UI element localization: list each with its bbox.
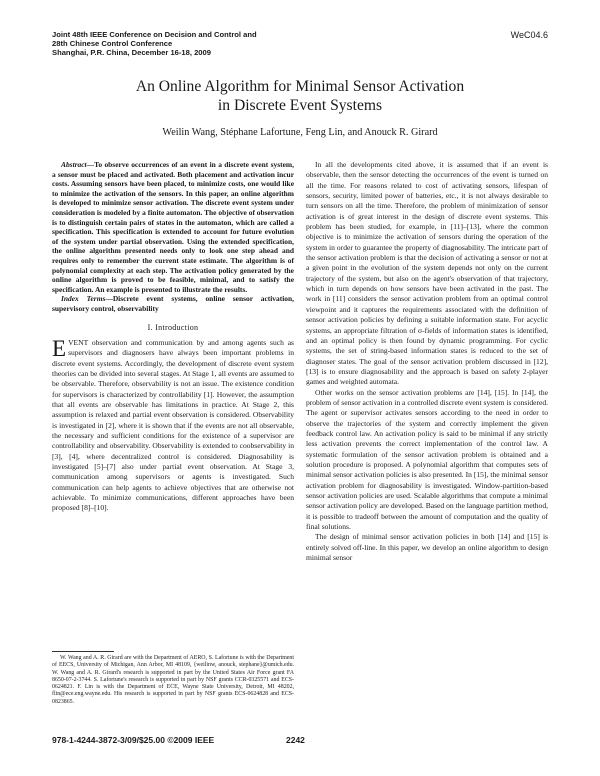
isbn-line: 978-1-4244-3872-3/09/$25.00 ©2009 IEEE: [52, 735, 215, 745]
footnote-rule: [52, 651, 114, 652]
abstract-label: Abstract: [61, 160, 87, 169]
footnote-text: W. Wang and A. R. Girard are with the Department of AERO, S. Lafortune is with the Department of EECS, University of Michigan, Ann Arbor, MI 48109, {weilinw, anouck, stephane}@umich.edu. W. Wang and A. R. Girard's research is supported in part by the United States Air Force grant FA 8650-07-2-3744. S. Lafortune's research is supported in part by NSF grants CCR-0325571 and ECS-0624821. F. Lin is with the Department of ECE, Wayne State University, Detroit, MI 48202, flin@ece.eng.wayne.edu. His research is supported in part by NSF grants ECS-0624828 and ECS-0823865.: [52, 655, 294, 705]
right-paragraph-2: Other works on the sensor activation problems are [14], [15]. In [14], the problem of sensor activation in a controlled discrete event system is considered. The agent or supervisor activates sensors according to the need in order to observe the trajectories of the system and correctly implement the given feedback control law. An activation policy is said to be minimal if any strictly less activation prevents the correct implementation of the control law. A systematic formulation of the sensor activation problem is obtained and a solution procedure is proposed. A polynomial algorithm that computes sets of minimal sensor activation policies is also presented. In [15], the minimal sensor activation problem for diagnosability is investigated. Window-partition-based sensor activation policies are used. Scalable algorithms that compute a minimal sensor activation policy are developed. Based on the language partition method, it is possible to tradeoff between the amount of computation and the quality of final solutions.: [306, 387, 548, 532]
intro-paragraph: [52, 335, 294, 514]
right-paragraph-1: In all the developments cited above, it is assumed that if an event is observable, then the sensor detecting the occurrences of the event is turned on all the time. For reasons related to cost of activating sensors, lifespan of sensors, security, limited power of batteries, etc., it is not always desirable to turn sensors on all the time. Therefore, the problem of minimization of sensor activation is of great interest in the design of discrete event systems. This problem has been studied, for example, in [11]–[13], where the common objective is to minimize the activation of sensors during the operation of the system in order to guarantee the property of diagnosability. The intricate part of the sensor activation problem is that the decision of activating a sensor or not at a given point in the evolution of the system depends not only on the current trajectory of the system, but also on the agent's observation of that trajectory, which in turn depends on how sensors have been activated in the past. The work in [11] considers the sensor activation problem from an optimal control viewpoint and it captures the requirements associated with the definition of sensor activation policies by defining a suitable information state. For acyclic systems, an appropriate filtration of σ-fields of information states is identified, and an optimal policy is then found by dynamic programming. For cyclic systems, the set of string-based information states is reduced to the set of diagnoser states. The goal of the sensor activation problem discussed in [12], [13] is to ensure diagnosability and the approach is based on safety 2-player games and weighted automata.: [306, 160, 548, 387]
index-terms: [52, 294, 294, 313]
session-code: WeC04.6: [510, 30, 548, 40]
abstract: [52, 160, 294, 294]
conference-header: [52, 30, 257, 57]
conference-line-2: 28th Chinese Control Conference: [52, 39, 173, 48]
page-number: 2242: [286, 735, 305, 745]
section-heading: I. Introduction: [147, 322, 199, 332]
conference-line-1: Joint 48th IEEE Conference on Decision and Control and: [52, 30, 257, 39]
left-column: [52, 160, 294, 514]
abstract-text: —To observe occurrences of an event in a discrete event system, a sensor must be placed and activated. Both placement and activation incur costs. Assuming sensors have been placed, to minimize costs, one would like to minimize the activation of the sensors. In this paper, an online algorithm is developed to minimize sensor activation. The discrete event system under consideration is modeled by a finite automaton. The objective of observation is to distinguish certain pairs of states in the automaton, which are called a specification. This specification is extended to account for future evolution of the system under partial observation. Using the extended specification, the online algorithm presented needs only to look one step ahead and requires only to remember the current state estimate. The algorithm is of polynomial complexity at each step. The activation policy generated by the online algorithm is proved to be feasible, minimal, and to satisfy the specification. An example is presented to illustrate the results.: [52, 160, 294, 294]
title-line-2: in Discrete Event Systems: [217, 96, 383, 114]
authors: Weilin Wang, Stéphane Lafortune, Feng Lin, and Anouck R. Girard: [162, 127, 438, 138]
intro-text: VENT observation and communication by and among agents such as supervisors and diagnosers have always been important problems in discrete event systems. Accordingly, the development of discrete event system theories can be divided into several stages. At Stage 1, all events are assumed to be observable. Therefore, observability is not an issue. The existence condition for supervisors is characterized by controllability [1]. However, the assumption that all events are observable has limitations in practice. At Stage 2, this assumption is relaxed and partial event observation is considered. Observability is investigated in [2], where it is shown that if the events are not all observable, the necessary and sufficient conditions for the existence of a supervisor are controllability and observability. Observability is extended to coobservability in [3], [4], where decentralized control is considered. Diagnosability is investigated [5]–[7] also under partial event observation. At Stage 3, communication among supervisors or agents is investigated. Such communication can help agents to achieve objectives that are otherwise not achievable. To minimize communications, different approaches have been proposed [8]–[10].: [52, 337, 294, 513]
title-line-1: An Online Algorithm for Minimal Sensor Activation: [135, 78, 465, 95]
paper-title: [0, 78, 600, 115]
right-column: [306, 160, 548, 563]
drop-cap: E: [52, 335, 67, 361]
index-terms-text: —Discrete event systems, online sensor activation, supervisory control, observability: [52, 294, 294, 313]
footnote: [52, 655, 294, 706]
index-terms-label: Index Terms: [61, 294, 106, 304]
conference-line-3: Shanghai, P.R. China, December 16-18, 2009: [52, 48, 211, 57]
right-paragraph-3: The design of minimal sensor activation policies in both [14] and [15] is entirely solved off-line. In this paper, we develop an online algorithm to design minimal sensor: [306, 532, 548, 563]
